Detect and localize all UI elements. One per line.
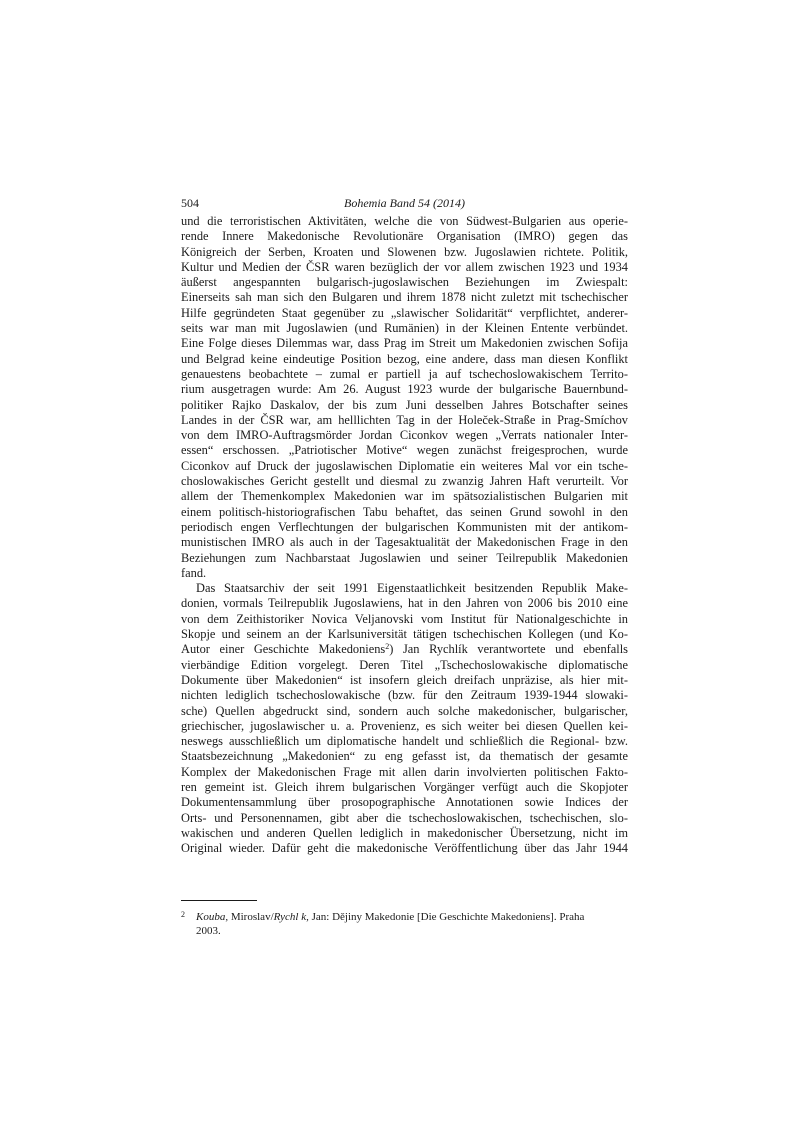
text-line: choslowakisches Gericht gestellt und diesmal zu zwanzig Jahren Haft verurteilt. Vor xyxy=(181,474,628,489)
text-line: seits war man mit Jugoslawien (und Rumänien) in der Kleinen Entente verbündet. xyxy=(181,321,628,336)
text-line: genauestens beobachtete – zumal er partiell ja auf tschechoslowakischem Territo- xyxy=(181,366,628,381)
text-segment: ) Jan Rychlík verantwortete und ebenfalls xyxy=(389,642,629,657)
footnote-citation: Jan: Dějiny Makedonie [Die Geschichte Makedoniens]. Praha xyxy=(308,911,585,923)
text-line: donien, vormals Teilrepublik Jugoslawiens, hat in den Jahren von 2006 bis 2010 eine xyxy=(181,596,628,611)
text-line: Dokumente über Makedonien“ ist insofern gleich dreifach unpräzise, als hier mit- xyxy=(181,672,628,687)
text-line: fand. xyxy=(181,565,207,580)
text-segment: Autor einer Geschichte Makedoniens xyxy=(181,642,386,657)
text-line: Einerseits sah man sich den Bulgaren und ihrem 1878 nicht zuletzt mit tschechischer xyxy=(181,290,628,305)
text-line: politiker Rajko Daskalov, der bis zum Juni desselben Jahres Botschafter seines xyxy=(181,397,628,412)
text-line: ren gemeint ist. Gleich ihrem bulgarischen Vorgänger verfügt auch die Skopjoter xyxy=(181,779,628,794)
footnote-coauthor: Rychl k, xyxy=(273,911,309,923)
text-line: Orts- und Personennamen, gibt aber die tschechoslowakischen, tschechischen, slo- xyxy=(181,810,628,825)
text-line: Beziehungen zum Nachbarstaat Jugoslawien und seiner Teilrepublik Makedonien xyxy=(181,550,628,565)
footnote-divider xyxy=(181,900,257,901)
text-line: sche) Quellen abgedruckt sind, sondern auch solche makedonischer, bulgarischer, xyxy=(181,703,628,718)
footnote-author: Kouba, xyxy=(196,911,229,923)
footnote-reference: 2 xyxy=(385,642,390,652)
text-line: wakischen und anderen Quellen lediglich in makedonischer Übersetzung, nicht im xyxy=(181,825,628,840)
text-line: und Belgrad keine eindeutige Position bezog, eine andere, dass man diesen Konflikt xyxy=(181,351,628,366)
text-line: rium ausgetragen wurde: Am 26. August 1923 wurde der bulgarische Bauernbund- xyxy=(181,382,628,397)
text-line: nichten lediglich tschechoslowakische (bzw. für den Zeitraum 1939-1944 slowaki- xyxy=(181,688,628,703)
main-text xyxy=(181,214,628,856)
running-header xyxy=(181,196,628,212)
text-line: essen“ erschossen. „Patriotischer Motive“ wegen zunächst freigesprochen, wurde xyxy=(181,443,628,458)
running-title: Bohemia Band 54 (2014) xyxy=(344,196,465,210)
text-line: Eine Folge dieses Dilemmas war, dass Prag im Streit um Makedonien zwischen Sofija xyxy=(181,336,628,351)
text-line: vierbändige Edition vorgelegt. Deren Titel „Tschechoslowakische diplomatische xyxy=(181,657,628,672)
text-line: neswegs ausschließlich um diplomatische handelt und schließlich die Regional- bzw. xyxy=(181,734,628,749)
text-line: von dem IMRO-Auftragsmörder Jordan Ciconkov wegen „Verrats nationaler Inter- xyxy=(181,428,628,443)
text-line: munistischen IMRO als auch in der Tagesaktualität der Makedonischen Frage in den xyxy=(181,535,628,550)
footnote-line-1 xyxy=(196,910,628,924)
footnote xyxy=(181,910,628,938)
text-line: allem der Themenkomplex Makedonien war im spätsozialistischen Bulgarien mit xyxy=(181,489,628,504)
text-line: von dem Zeithistoriker Novica Veljanovski vom Institut für Nationalgeschichte in xyxy=(181,611,628,626)
text-line: Staatsbezeichnung „Makedonien“ zu eng gefasst ist, da thematisch der gesamte xyxy=(181,749,628,764)
text-line: Hilfe gegründeten Staat gegenüber zu „slawischer Solidarität“ verpflichtet, anderer- xyxy=(181,305,628,320)
text-line: und die terroristischen Aktivitäten, welche die von Südwest-Bulgarien aus operie- xyxy=(181,214,628,228)
text-line: Königreich der Serben, Kroaten und Slowenen bzw. Jugoslawien richtete. Politik, xyxy=(181,244,628,259)
text-line: Dokumentensammlung über prosopographische Annotationen sowie Indices der xyxy=(181,795,628,810)
text-line: Kultur und Medien der ČSR waren bezüglich der vor allem zwischen 1923 und 1934 xyxy=(181,259,628,274)
text-line xyxy=(181,642,628,657)
text-line: Das Staatsarchiv der seit 1991 Eigenstaatlichkeit besitzenden Republik Make- xyxy=(196,581,628,596)
text-line: Landes in der ČSR war, am helllichten Tag in der Holeček-Straße in Prag-Smíchov xyxy=(181,412,628,427)
text-line: Ciconkov auf Druck der jugoslawischen Diplomatie ein weiteres Mal vor ein tsche- xyxy=(181,458,628,473)
text-line: Original wieder. Dafür geht die makedonische Veröffentlichung über das Jahr 1944 xyxy=(181,841,628,856)
footnote-line-2: 2003. xyxy=(196,925,221,937)
text-line: einem politisch-historiografischen Tabu behaftet, das seinen Grund sowohl in den xyxy=(181,504,628,519)
footnote-author-firstname: Miroslav/ xyxy=(228,911,274,923)
text-line: periodisch engen Verflechtungen der bulgarischen Kommunisten mit der antikom- xyxy=(181,519,628,534)
text-line: Skopje und seinem an der Karlsuniversität tätigen tschechischen Kollegen (und Ko- xyxy=(181,627,628,642)
text-line: äußerst angespannten bulgarisch-jugoslawischen Beziehungen im Zwiespalt: xyxy=(181,275,628,290)
footnote-marker: 2 xyxy=(181,910,185,919)
text-line: griechischer, jugoslawischer u. a. Provenienz, es sich weiter bei diesen Quellen kei- xyxy=(181,718,628,733)
page-number: 504 xyxy=(181,196,199,210)
text-line: rende Innere Makedonische Revolutionäre Organisation (IMRO) gegen das xyxy=(181,229,628,244)
text-line: Komplex der Makedonischen Frage mit allen darin involvierten politischen Fakto- xyxy=(181,764,628,779)
